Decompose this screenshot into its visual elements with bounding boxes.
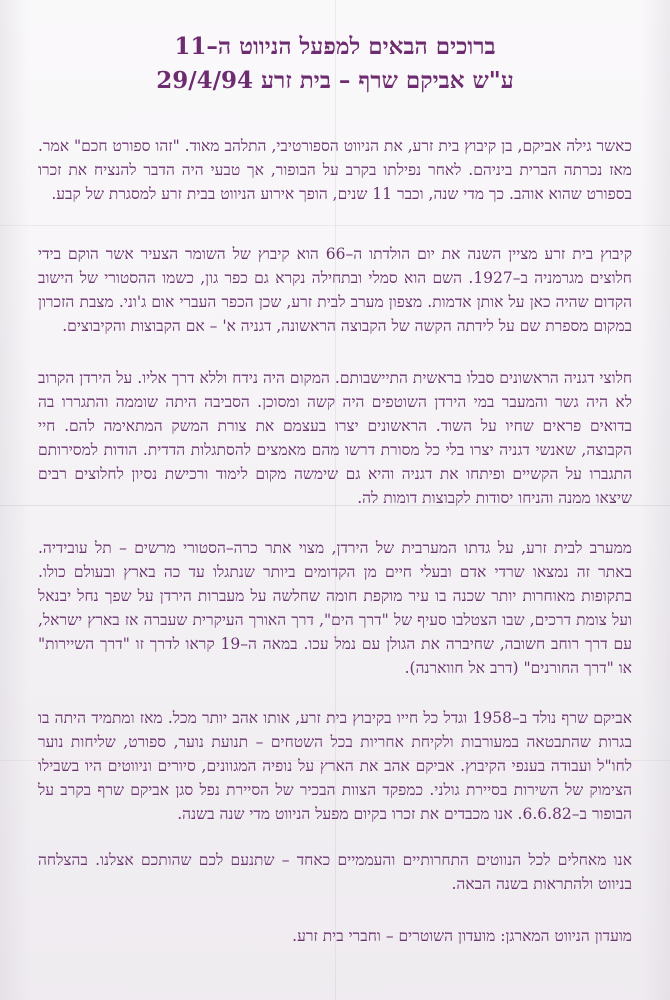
signature-line: מועדון הניווט המארגן: מועדון השוטרים – וחברי בית זרע. bbox=[292, 927, 632, 945]
paper-fold-horizontal bbox=[0, 505, 670, 506]
paper-fold-horizontal bbox=[0, 760, 670, 761]
paper-fold-vertical bbox=[335, 0, 336, 1000]
paragraph-tel-ubeidiya: ממערב לבית זרע, על גדתו המערבית של הירדן, מצוי אתר כרה–הסטורי מרשים – תל עובידיה. באתר זה נמצאו שרדי אדם ובעלי חיים מן הקדומים ביותר שנתגלו עד כה בארץ ובעולם כולו. בתקופות מאוחרות יותר שכנה בו עיר מוקפת חומה שחלשה על מעברות הירדן על שפך נחל יבנאל ועל צומת דרכים, שבו הצטלבו סעיף של "דרך הים", דרך האורך העיקרית שעברה אז בארץ ישראל, עם דרך רוחב חשובה, שחיברה את הגולן עם נמל עכו. במאה ה–19 קראו לדרך זו "דרך השיירות" או "דרך החורנים" (דרב אל חווארנה). bbox=[38, 539, 632, 677]
paragraph-avikam-biography: אביקם שרף נולד ב–1958 וגדל כל חייו בקיבוץ בית זרע, אותו אהב יותר מכל. מאז ומתמיד היתה בו בגרות שהתבטאה במעורבות ולקיחת אחריות בכל השטחים – תנועת נוער, ספורט, שליחות נוער לחו"ל ועבודה בענפי הקיבוץ. אביקם אהב את הארץ על נופיה המגוונים, סיורים וניווטים היו בשבילו הצימוק של השירות בסיירת גולני. כמפקד הצוות הבכיר של הסיירת נפל סגן אביקם שרף בקרב על הבופור ב–6.6.82. אנו מכבדים את זכרו בקיום מפעל הניווט מדי שנה בשנה. bbox=[38, 709, 633, 823]
paragraph-closing-wishes: אנו מאחלים לכל הנווטים התחרותיים והעממיים כאחד – שתנעם לכם שהותכם אצלנו. בהצלחה בניווט ולהתראות בשנה הבאה. bbox=[38, 851, 632, 893]
paragraph-kibbutz-history: קיבוץ בית זרע מציין השנה את יום הולדתו ה–66 הוא קיבוץ של השומר הצעיר אשר הוקם בידי חלוצים מגרמניה ב–1927. השם הוא סמלי ובתחילה נקרא גם כפר גון, כשמו ההסטורי של הישוב הקדום שהיה כאן על אותן אדמות. מצפון מערב לבית זרע, שכן הכפר העברי אום ג'וני. מצבת הזכרון במקום מספרת שם על לידתה הקשה של הקבוצה הראשונה, דגניה א' – אם הקבוצות והקיבוצים. bbox=[38, 245, 632, 335]
paragraph-degania-pioneers: חלוצי דגניה הראשונים סבלו בראשית התיישבותם. המקום היה נידח וללא דרך אליו. על הירדן הקרוב לא היה גשר והמעבר במי הירדן השוטפים היה קשה ומסוכן. הסביבה היתה שוממה והתגררו בה בדואים פראים שחיו על השוד. הראשונים יצרו בעצמם את צורת המשק המתאימה להם. חיי הקבוצה, שאנשי דגניה יצרו בלי כל מסורת דרשו מהם מאמצים להסתגלות הדדית. הודות למסירותם התגברו על הקשיים ופיתחו את דגניה והיא גם שימשה מקום לימוד ורכישת נסיון לחלוצים רבים שיצאו ממנה והניחו יסודות לקבוצות דומות לה. bbox=[38, 369, 633, 507]
title-line-1: ברוכים הבאים למפעל הניווט ה–11 bbox=[174, 33, 496, 60]
paragraph-intro: כאשר גילה אביקם, בן קיבוץ בית זרע, את הניווט הספורטיבי, התלהב מאוד. "זהו ספורט חכם" אמר. מאז נכרתה הברית ביניהם. לאחר נפילתו בקרב על הבופור, אך טבעי היה הדבר להנציח את זכרו בספורט שהוא אוהב. כך מדי שנה, וכבר 11 שנים, הופך אירוע הניווט בבית זרע למסגרת של קבע. bbox=[38, 137, 632, 203]
paper-fold-horizontal bbox=[0, 225, 670, 226]
title-line-2: ע"ש אביקם שרף – בית זרע 29/4/94 bbox=[156, 67, 514, 94]
